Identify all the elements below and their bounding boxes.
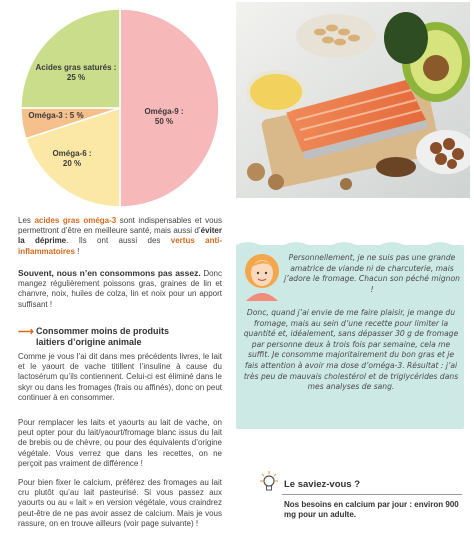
fatty-acids-pie-chart — [18, 6, 222, 210]
intro-text-3: . Ils ont aussi des — [66, 236, 171, 246]
testimony-box — [236, 245, 464, 429]
pie-value-1: 20 % — [62, 159, 82, 168]
lead-text: Donc mangez régulièrement poissons gras, graines de lin et chanvre, noix, huiles de colza, lin et noix pour un apport suffisant ! — [18, 269, 222, 309]
body-paragraph-2-text: Pour remplacer les laits et yaourts au lait de vache, on peut opter pour du lait/yaourt/fromage blanc issus du lait de brebis ou de chèvre, ou pour des équivalents d’origine végétale. Vous verrez que dans les recettes, on ne perçoit pas vraiment de différence ! — [18, 418, 222, 468]
arrow-icon: ⟶ — [18, 326, 34, 338]
pie-label-1: Oméga-6 : — [52, 149, 92, 158]
did-you-know-title: Le saviez-vous ? — [284, 479, 361, 490]
intro-paragraph — [18, 216, 222, 257]
intro-highlight-deprime: éviter la déprime — [18, 226, 222, 246]
pie-slice-3 — [21, 9, 120, 108]
intro-highlight-vertus: vertus anti-inflammatoires — [18, 236, 223, 256]
body-paragraph-1 — [18, 352, 222, 403]
section-title — [36, 326, 226, 348]
body-paragraph-3 — [18, 478, 222, 529]
wave-decoration — [236, 239, 464, 249]
pie-value-0: 50 % — [154, 117, 174, 126]
testimony-body: Donc, quand j’ai envie de me faire plaisir, je mange du fromage, mais au sein d’une recette pour limiter la quantité et, idéalement, sans dépasser 30 g de fromage par personne deux à trois fois par semaine, cela me suffit. Je consomme majoritairement du bon gras et je fais attention à avoir ma dose d’oméga-3. Résultat : j’ai très peu de mauvais cholestérol et de triglycérides dans mes analyses de sang. — [243, 308, 459, 392]
pie-value-3: 25 % — [66, 73, 86, 82]
intro-text-4: ! — [74, 246, 80, 256]
lead-paragraph — [18, 268, 222, 310]
body-paragraph-2 — [18, 418, 222, 469]
section-title-line1: Consommer moins de produits — [36, 326, 170, 336]
pie-label-3: Acides gras saturés : — [35, 63, 117, 72]
body-paragraph-1-text: Comme je vous l’ai dit dans mes précédents livres, le lait et le yaourt de vache titillent l’insuline à cause du lactosérum qu’ils contiennent. Celui-ci est éliminé dans le skyr ou dans les fromages (frais ou affinés), donc on peut continuer à en consommer. — [18, 352, 222, 402]
author-avatar-icon — [242, 251, 282, 301]
intro-highlight-omega3: acides gras oméga-3 — [34, 216, 117, 225]
pie-label-2: Oméga-3 : 5 % — [28, 111, 84, 120]
pie-chart-svg — [18, 6, 222, 210]
intro-text-2: sont indispensables et vous permettront d’être en meilleure santé, mais aussi d’ — [18, 216, 222, 236]
body-paragraph-3-text: Pour bien fixer le calcium, préférez des fromages au lait cru plutôt qu’au lait pasteurisé. Si vous passez aux yaourts ou au « lait » en version végétale, vous craindrez peut-être de ne pas avoir assez de calcium. Mais je vous rassure, on en trouve ailleurs (voir page suivante) ! — [18, 478, 222, 528]
pie-label-0: Oméga-9 : — [144, 107, 184, 116]
did-you-know-text: Nos besoins en calcium par jour : environ 900 mg pour un adulte. — [284, 500, 459, 519]
testimony-intro: Personnellement, je ne suis pas une grande amatrice de viande ni de charcuterie, mais j’adore le fromage. Chacun son péché mignon ! — [284, 253, 460, 294]
section-title-line2: laitiers d’origine animale — [36, 337, 142, 347]
food-photo — [236, 2, 470, 198]
lead-heading: Souvent, nous n’en consommons pas assez. — [18, 268, 201, 278]
did-you-know-divider — [282, 494, 462, 495]
lightbulb-icon — [258, 470, 280, 494]
intro-text-1: Les — [18, 216, 35, 225]
